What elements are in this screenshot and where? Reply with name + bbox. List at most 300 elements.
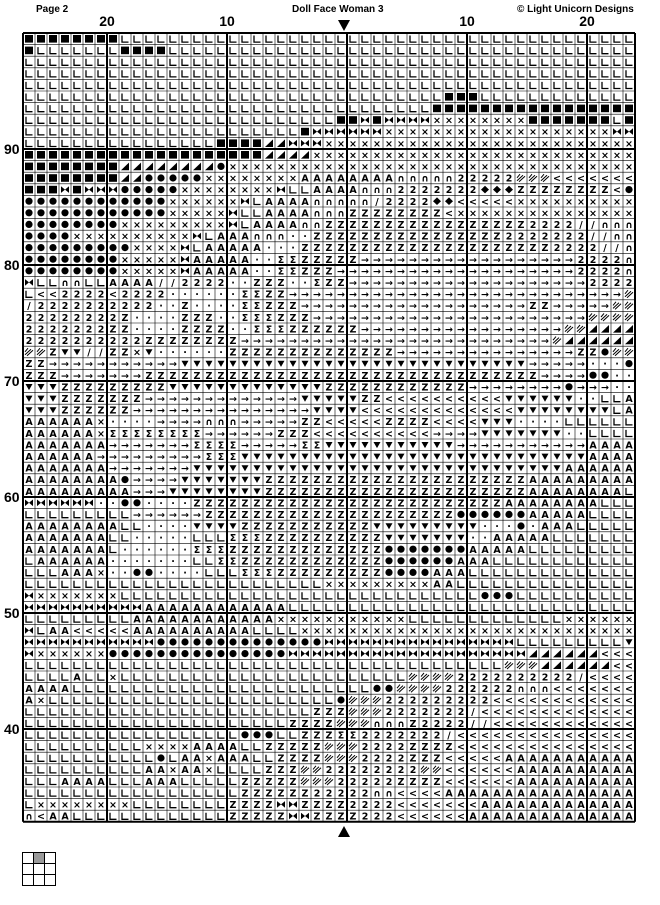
stitch-symbol: [65, 500, 69, 507]
stitch-symbol: →: [121, 452, 129, 463]
stitch-symbol: [290, 454, 297, 460]
stitch-symbol: Z: [409, 475, 417, 487]
stitch-symbol: [97, 186, 101, 193]
stitch-symbol: [362, 592, 369, 599]
stitch-symbol: [314, 36, 321, 43]
stitch-symbol: Σ: [145, 428, 153, 440]
stitch-symbol: [110, 128, 117, 135]
stitch-symbol: 2: [385, 707, 393, 719]
stitch-symbol: →: [265, 417, 273, 429]
stitch-symbol: A: [553, 811, 561, 823]
stitch-symbol: A: [169, 626, 177, 637]
stitch-symbol: 2: [205, 278, 213, 289]
stitch-symbol: ×: [457, 127, 465, 139]
stitch-symbol: [590, 430, 597, 437]
stitch-symbol: Z: [157, 382, 165, 394]
stitch-symbol: Z: [325, 486, 333, 498]
stitch-symbol: 2: [349, 788, 357, 800]
stitch-symbol: Z: [145, 336, 153, 347]
stitch-symbol: [374, 662, 381, 669]
stitch-symbol: Σ: [241, 568, 249, 579]
stitch-symbol: [254, 720, 261, 727]
stitch-symbol: A: [517, 800, 525, 811]
stitch-symbol: →: [181, 417, 189, 429]
stitch-symbol: [398, 442, 405, 448]
stitch-symbol: [74, 766, 81, 773]
stitch-symbol: [242, 477, 249, 483]
stitch-symbol: [121, 476, 128, 483]
stitch-symbol: →: [445, 254, 453, 266]
stitch-symbol: [86, 82, 93, 89]
stitch-symbol: ×: [553, 626, 561, 637]
stitch-symbol: ×: [325, 150, 333, 162]
stitch-symbol: [206, 140, 213, 147]
stitch-symbol: [62, 349, 69, 355]
stitch-symbol: [386, 47, 393, 54]
stitch-symbol: [217, 163, 224, 170]
stitch-symbol: 2: [577, 266, 585, 278]
stitch-symbol: ×: [145, 254, 153, 266]
stitch-symbol: A: [277, 208, 285, 220]
stitch-symbol: [29, 639, 33, 646]
stitch-symbol: [590, 569, 597, 576]
stitch-symbol: Z: [289, 533, 297, 545]
stitch-symbol: →: [469, 324, 477, 336]
stitch-symbol: →: [517, 336, 525, 347]
stitch-symbol: [149, 639, 153, 646]
stitch-symbol: [518, 454, 525, 460]
stitch-symbol: [158, 708, 165, 715]
stitch-symbol: [74, 720, 81, 727]
stitch-symbol: A: [433, 579, 441, 591]
stitch-symbol: →: [349, 336, 357, 347]
stitch-symbol: [305, 650, 309, 657]
stitch-symbol: 2: [73, 289, 81, 301]
stitch-symbol: 2: [457, 718, 465, 730]
stitch-symbol: [254, 210, 261, 217]
stitch-symbol: [398, 70, 405, 77]
stitch-symbol: Z: [349, 347, 357, 359]
stitch-symbol: [74, 581, 81, 588]
stitch-symbol: ·: [171, 556, 175, 568]
stitch-symbol: [182, 59, 189, 66]
stitch-symbol: 2: [73, 301, 81, 313]
stitch-symbol: [530, 59, 537, 66]
stitch-symbol: Z: [373, 243, 381, 255]
stitch-symbol: [26, 82, 33, 89]
stitch-symbol: ×: [301, 614, 309, 626]
stitch-symbol: [25, 221, 32, 228]
stitch-symbol: <: [505, 405, 513, 417]
stitch-symbol: ∩: [625, 254, 633, 266]
stitch-symbol: A: [277, 220, 285, 231]
stitch-symbol: [278, 82, 285, 89]
stitch-symbol: ×: [421, 138, 429, 150]
stitch-symbol: <: [469, 753, 477, 765]
stitch-symbol: Z: [217, 510, 225, 521]
stitch-symbol: [206, 685, 213, 692]
stitch-symbol: 2: [337, 776, 345, 788]
stitch-symbol: ×: [181, 208, 189, 220]
stitch-symbol: [133, 151, 141, 159]
stitch-symbol: [577, 661, 585, 669]
stitch-symbol: →: [385, 266, 393, 278]
stitch-symbol: [277, 801, 281, 808]
stitch-symbol: A: [25, 521, 33, 533]
stitch-symbol: A: [253, 614, 261, 626]
stitch-symbol: [86, 685, 93, 692]
stitch-symbol: A: [625, 788, 633, 800]
stitch-symbol: Σ: [241, 301, 249, 313]
stitch-symbol: →: [409, 301, 417, 313]
stitch-symbol: [25, 35, 33, 43]
page-map-cell: [45, 853, 56, 864]
stitch-symbol: [434, 535, 441, 541]
stitch-symbol: [266, 454, 273, 460]
stitch-symbol: <: [493, 730, 501, 742]
stitch-symbol: <: [457, 753, 465, 765]
stitch-symbol: 2: [73, 312, 81, 324]
stitch-symbol: [38, 59, 45, 66]
stitch-symbol: ×: [625, 196, 633, 208]
stitch-symbol: Z: [301, 556, 309, 568]
stitch-symbol: ×: [517, 626, 525, 637]
stitch-symbol: [314, 94, 321, 101]
stitch-symbol: A: [529, 800, 537, 811]
stitch-symbol: [146, 685, 153, 692]
stitch-symbol: Z: [445, 498, 453, 510]
page-map-cell: [23, 853, 34, 864]
stitch-symbol: [97, 35, 105, 43]
stitch-symbol: [194, 384, 201, 390]
stitch-symbol: [338, 396, 345, 402]
stitch-symbol: [542, 616, 549, 623]
stitch-symbol: ×: [181, 196, 189, 208]
stitch-symbol: Z: [385, 510, 393, 521]
stitch-symbol: [601, 105, 609, 113]
stitch-symbol: [374, 36, 381, 43]
stitch-symbol: →: [409, 266, 417, 278]
stitch-symbol: [326, 442, 333, 448]
stitch-symbol: Z: [241, 811, 249, 823]
stitch-symbol: [110, 581, 117, 588]
stitch-symbol: ×: [481, 208, 489, 220]
stitch-symbol: [314, 59, 321, 66]
stitch-symbol: →: [61, 370, 69, 382]
stitch-symbol: ×: [205, 185, 213, 197]
stitch-symbol: ·: [627, 382, 631, 394]
stitch-symbol: [86, 743, 93, 750]
stitch-symbol: [86, 616, 93, 623]
stitch-symbol: [169, 163, 177, 171]
stitch-symbol: <: [337, 428, 345, 440]
stitch-symbol: ·: [555, 417, 559, 429]
stitch-symbol: →: [157, 359, 165, 371]
stitch-symbol: <: [601, 730, 609, 742]
stitch-symbol: [253, 638, 260, 645]
stitch-symbol: Z: [289, 312, 297, 324]
stitch-symbol: [389, 639, 393, 646]
stitch-symbol: [374, 674, 381, 681]
stitch-symbol: ·: [591, 359, 595, 371]
stitch-symbol: [38, 778, 45, 785]
stitch-symbol: [181, 151, 189, 159]
stitch-symbol: /: [375, 196, 379, 208]
stitch-symbol: Z: [277, 301, 285, 313]
stitch-symbol: ×: [301, 162, 309, 173]
stitch-symbol: →: [229, 394, 237, 405]
stitch-symbol: A: [49, 811, 57, 823]
stitch-symbol: Σ: [217, 544, 225, 556]
stitch-symbol: A: [73, 556, 81, 568]
stitch-symbol: A: [601, 753, 609, 765]
stitch-symbol: [25, 267, 32, 274]
stitch-symbol: A: [577, 486, 585, 498]
stitch-symbol: <: [349, 417, 357, 429]
stitch-symbol: [410, 361, 417, 367]
stitch-symbol: [302, 105, 309, 112]
stitch-symbol: ×: [385, 162, 393, 173]
stitch-symbol: [602, 94, 609, 101]
stitch-symbol: A: [37, 533, 45, 545]
stitch-symbol: [110, 70, 117, 77]
stitch-symbol: →: [313, 301, 321, 313]
stitch-symbol: [401, 650, 405, 657]
stitch-symbol: Z: [457, 243, 465, 255]
stitch-symbol: →: [181, 452, 189, 463]
stitch-symbol: →: [145, 440, 153, 452]
stitch-symbol: ·: [291, 243, 295, 255]
stitch-symbol: [506, 70, 513, 77]
stitch-symbol: [170, 592, 177, 599]
stitch-symbol: [506, 465, 513, 471]
stitch-symbol: →: [409, 312, 417, 324]
stitch-symbol: [157, 163, 165, 171]
stitch-symbol: [254, 766, 261, 773]
stitch-symbol: [305, 140, 309, 147]
stitch-symbol: [578, 639, 585, 646]
stitch-symbol: [86, 105, 93, 112]
stitch-symbol: Σ: [253, 568, 261, 579]
stitch-symbol: [37, 221, 44, 228]
stitch-symbol: [133, 499, 140, 506]
stitch-symbol: [614, 534, 621, 541]
stitch-symbol: 2: [373, 800, 381, 811]
stitch-symbol: [170, 47, 177, 54]
stitch-symbol: [422, 105, 429, 112]
stitch-symbol: [266, 128, 273, 135]
stitch-symbol: A: [61, 428, 69, 440]
stitch-symbol: A: [169, 602, 177, 614]
stitch-symbol: Z: [481, 243, 489, 255]
stitch-symbol: A: [601, 800, 609, 811]
stitch-symbol: ·: [171, 544, 175, 556]
stitch-symbol: [422, 94, 429, 101]
stitch-symbol: →: [289, 440, 297, 452]
stitch-symbol: A: [61, 811, 69, 823]
stitch-symbol: ×: [505, 127, 513, 139]
stitch-symbol: [626, 488, 633, 495]
stitch-symbol: [445, 557, 452, 564]
stitch-symbol: ×: [265, 162, 273, 173]
stitch-symbol: ·: [171, 289, 175, 301]
stitch-symbol: 2: [565, 220, 573, 231]
stitch-symbol: [230, 720, 237, 727]
stitch-symbol: A: [589, 498, 597, 510]
stitch-symbol: ×: [157, 266, 165, 278]
stitch-symbol: [470, 592, 477, 599]
stitch-symbol: [422, 454, 429, 460]
stitch-symbol: →: [193, 417, 201, 429]
stitch-symbol: [350, 662, 357, 669]
stitch-symbol: Z: [193, 336, 201, 347]
stitch-symbol: Z: [325, 324, 333, 336]
stitch-symbol: →: [337, 266, 345, 278]
stitch-symbol: Z: [301, 475, 309, 487]
stitch-symbol: <: [505, 730, 513, 742]
stitch-symbol: ·: [183, 533, 187, 545]
stitch-symbol: [278, 662, 285, 669]
stitch-symbol: [145, 209, 152, 216]
stitch-symbol: [182, 662, 189, 669]
stitch-symbol: Z: [277, 776, 285, 788]
stitch-symbol: [245, 198, 249, 205]
stitch-symbol: Z: [289, 347, 297, 359]
stitch-symbol: [613, 348, 621, 356]
stitch-symbol: A: [133, 278, 141, 289]
stitch-symbol: [74, 685, 81, 692]
stitch-symbol: [37, 186, 45, 194]
stitch-symbol: ×: [409, 579, 417, 591]
stitch-symbol: [50, 766, 57, 773]
stitch-symbol: [554, 534, 561, 541]
stitch-symbol: [65, 639, 69, 646]
stitch-symbol: A: [37, 428, 45, 440]
stitch-symbol: A: [301, 208, 309, 220]
stitch-symbol: [38, 569, 45, 576]
stitch-symbol: ×: [265, 173, 273, 185]
stitch-symbol: [373, 685, 380, 692]
stitch-symbol: [266, 685, 273, 692]
stitch-symbol: [517, 174, 525, 182]
stitch-symbol: [121, 499, 128, 506]
stitch-symbol: 2: [385, 800, 393, 811]
stitch-symbol: →: [493, 254, 501, 266]
stitch-symbol: [62, 140, 69, 147]
stitch-symbol: [98, 59, 105, 66]
stitch-symbol: [338, 361, 345, 367]
stitch-symbol: [422, 442, 429, 448]
stitch-symbol: [206, 732, 213, 739]
stitch-symbol: A: [505, 533, 513, 545]
stitch-symbol: [89, 500, 93, 507]
stitch-symbol: [566, 592, 573, 599]
stitch-symbol: [206, 708, 213, 715]
stitch-symbol: [158, 697, 165, 704]
stitch-symbol: A: [169, 776, 177, 788]
stitch-symbol: [434, 662, 441, 669]
stitch-symbol: Z: [397, 498, 405, 510]
stitch-symbol: A: [253, 602, 261, 614]
stitch-symbol: [61, 604, 65, 611]
stitch-symbol: [50, 674, 57, 681]
stitch-symbol: →: [181, 394, 189, 405]
stitch-symbol: ×: [493, 115, 501, 127]
stitch-symbol: [38, 70, 45, 77]
stitch-symbol: ×: [601, 626, 609, 637]
stitch-symbol: [421, 569, 428, 576]
stitch-symbol: [302, 361, 309, 367]
stitch-symbol: ×: [157, 231, 165, 243]
stitch-symbol: A: [217, 614, 225, 626]
stitch-symbol: A: [61, 684, 69, 695]
stitch-symbol: Z: [433, 382, 441, 394]
stitch-symbol: 2: [457, 695, 465, 707]
stitch-symbol: [373, 116, 381, 124]
stitch-symbol: ∩: [277, 231, 285, 243]
stitch-symbol: ×: [421, 579, 429, 591]
stitch-symbol: →: [241, 336, 249, 347]
stitch-symbol: [121, 244, 128, 251]
stitch-symbol: [542, 36, 549, 43]
stitch-symbol: [314, 465, 321, 471]
stitch-symbol: →: [529, 289, 537, 301]
stitch-symbol: 2: [541, 220, 549, 231]
row-number-label: 70: [4, 373, 20, 389]
stitch-symbol: [194, 685, 201, 692]
stitch-symbol: Z: [325, 544, 333, 556]
stitch-symbol: Z: [289, 475, 297, 487]
stitch-symbol: [122, 82, 129, 89]
stitch-symbol: →: [493, 440, 501, 452]
stitch-symbol: [242, 766, 249, 773]
stitch-symbol: [37, 174, 45, 182]
stitch-symbol: [26, 708, 33, 715]
stitch-symbol: →: [409, 278, 417, 289]
stitch-symbol: [217, 139, 225, 147]
stitch-symbol: [134, 581, 141, 588]
stitch-symbol: [181, 244, 185, 251]
stitch-symbol: Z: [385, 243, 393, 255]
stitch-symbol: Z: [229, 336, 237, 347]
stitch-symbol: →: [229, 428, 237, 440]
stitch-symbol: [25, 604, 29, 611]
stitch-symbol: ×: [253, 162, 261, 173]
stitch-symbol: [206, 581, 213, 588]
stitch-symbol: Z: [349, 533, 357, 545]
stitch-symbol: Z: [313, 347, 321, 359]
stitch-symbol: 2: [49, 336, 57, 347]
stitch-symbol: →: [217, 405, 225, 417]
stitch-symbol: Z: [25, 359, 33, 371]
stitch-symbol: [62, 105, 69, 112]
stitch-symbol: [362, 94, 369, 101]
stitch-symbol: →: [421, 301, 429, 313]
stitch-symbol: [50, 581, 57, 588]
stitch-symbol: 2: [385, 742, 393, 753]
stitch-symbol: A: [337, 185, 345, 197]
stitch-symbol: [326, 685, 333, 692]
stitch-symbol: Z: [541, 185, 549, 197]
stitch-symbol: [349, 128, 353, 135]
stitch-symbol: ×: [553, 208, 561, 220]
stitch-symbol: [134, 105, 141, 112]
stitch-symbol: A: [205, 602, 213, 614]
stitch-symbol: 2: [361, 730, 369, 742]
stitch-symbol: ×: [493, 138, 501, 150]
stitch-symbol: [433, 197, 441, 205]
stitch-symbol: [26, 558, 33, 565]
